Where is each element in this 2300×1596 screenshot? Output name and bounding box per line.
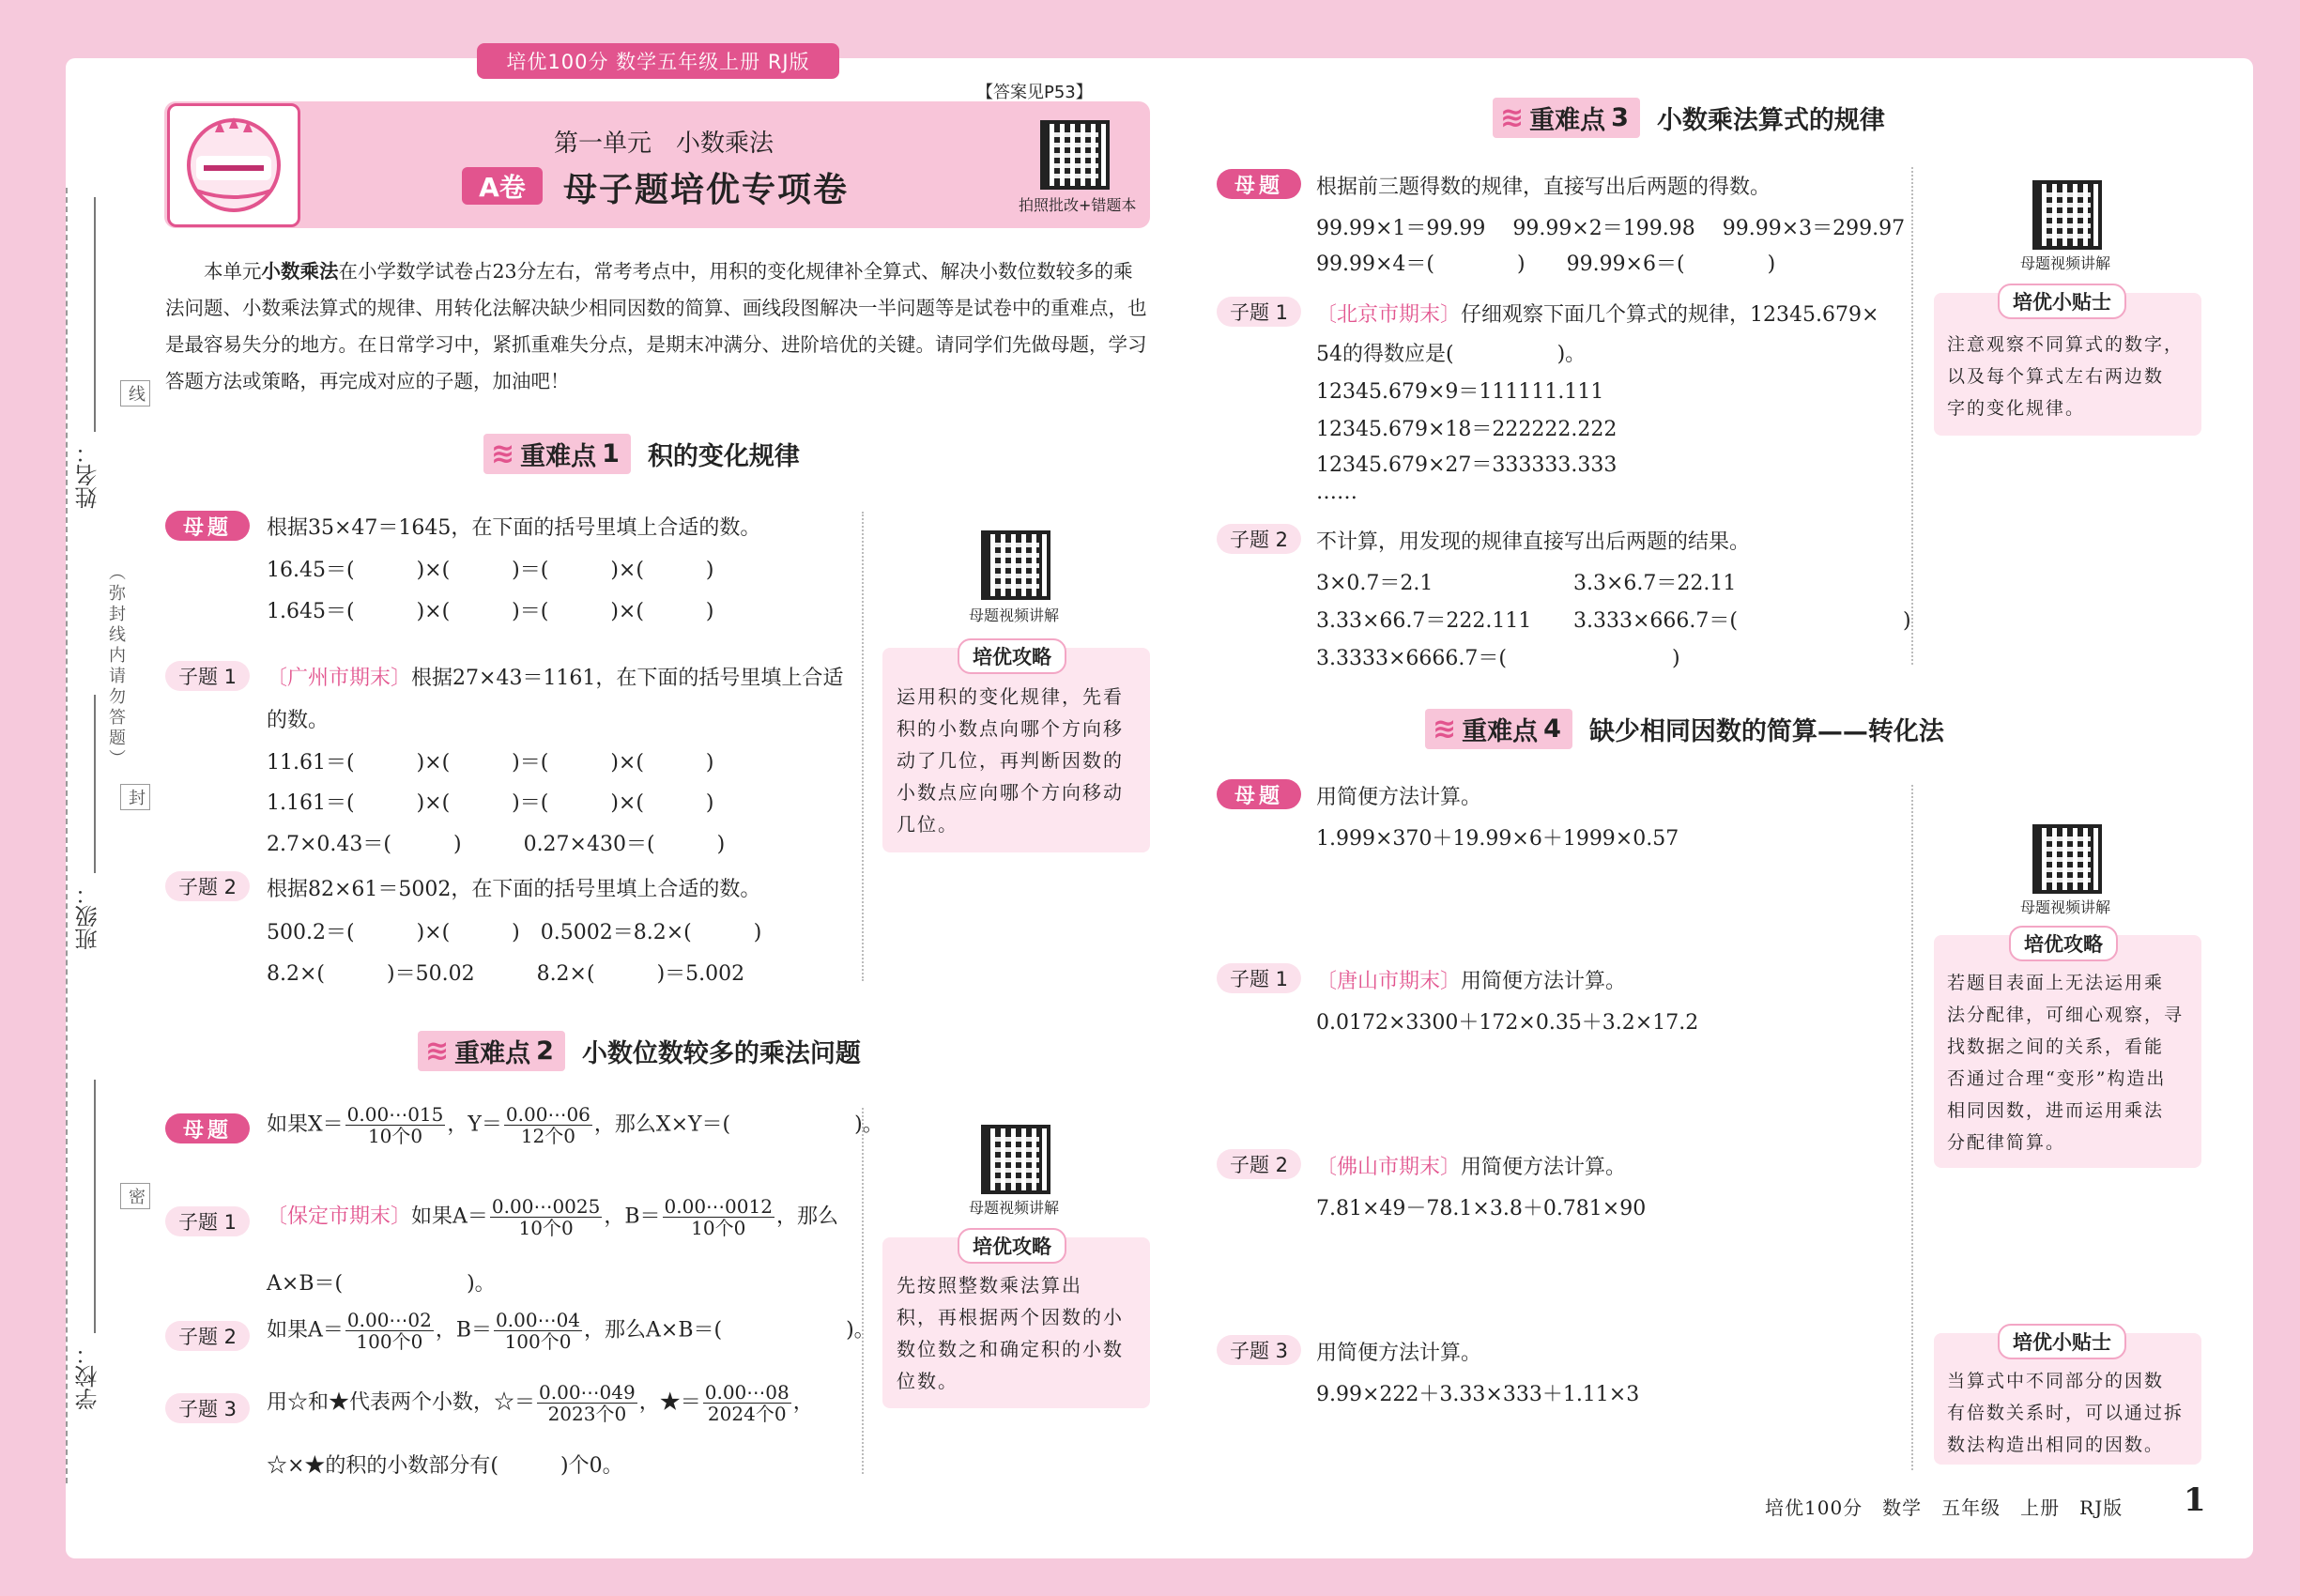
child-badge: 子题 3 <box>1217 1335 1301 1365</box>
tip-text: 若题目表面上无法运用乘 法分配律，可细心观察，寻 找数据之间的关系，看能 否通过合理“变形”构造出 相同因数，进而运用乘法 分配律简算。 <box>1947 973 2185 1153</box>
s4-child1-prompt: 〔唐山市期末〕用简便方法计算。 <box>1316 970 1627 993</box>
s3-child1-line: …… <box>1316 481 1357 504</box>
section-4-title: 缺少相同因数的简算——转化法 <box>1588 717 1944 746</box>
divider <box>1911 785 1913 1470</box>
s2-child2-question[interactable]: 如果A＝ $\frac{0.00\cdots 02}{\text{100个0}}$ ，B＝ $\frac{0.00\cdots 04}{\text{100个0}}$ ，那么A×B＝( )。 <box>267 1309 875 1353</box>
wave-icon: ≋ <box>1500 101 1525 134</box>
s1-child1-prompt: 〔广州市期末〕根据27×43＝1161，在下面的括号里填上合适 <box>267 667 844 690</box>
section-1-header: ≋ 重难点 1 积的变化规律 <box>483 434 800 474</box>
section-2-title: 小数位数较多的乘法问题 <box>581 1039 861 1068</box>
s2-child3-answer[interactable]: ☆×★的积的小数部分有( )个0。 <box>267 1454 623 1478</box>
s4-child3-prompt: 用简便方法计算。 <box>1316 1342 1482 1365</box>
school-underline[interactable] <box>94 1080 96 1333</box>
child-badge: 子题 1 <box>1217 297 1301 327</box>
section-2-header: ≋ 重难点 2 小数位数较多的乘法问题 <box>418 1031 861 1071</box>
line-mark: 线 <box>120 380 150 407</box>
tip-text: 当算式中不同部分的因数 有倍数关系时，可以通过拆 数法构造出相同的因数。 <box>1947 1371 2185 1455</box>
s3-child2-line: 3×0.7＝2.1 <box>1316 572 1434 595</box>
s3-child1-line: 12345.679×27＝333333.333 <box>1316 453 1618 477</box>
wave-icon: ≋ <box>491 437 515 470</box>
class-label: 班级： <box>75 882 101 950</box>
child-badge: 子题 1 <box>165 1206 250 1236</box>
name-underline[interactable] <box>94 197 96 432</box>
s4-mother-prompt: 用简便方法计算。 <box>1316 786 1482 809</box>
qr-code-video[interactable] <box>2032 180 2102 250</box>
qr-code-video[interactable] <box>981 1125 1050 1194</box>
qr-label-video: 母题视频讲解 <box>969 1199 1060 1217</box>
child-badge: 子题 1 <box>165 661 250 691</box>
s4-child2-prompt: 〔佛山市期末〕用简便方法计算。 <box>1316 1156 1627 1179</box>
seal-mark: 封 <box>120 784 150 810</box>
close-mark: 密 <box>120 1183 150 1209</box>
section-1-title: 积的变化规律 <box>647 442 800 471</box>
s1-mother-prompt: 根据35×47＝1645，在下面的括号里填上合适的数。 <box>267 516 761 540</box>
s1-child2-line[interactable]: 8.2×( )＝50.02 8.2×( )＝5.002 <box>267 962 745 986</box>
section-3-header: ≋ 重难点 3 小数乘法算式的规律 <box>1493 98 1885 138</box>
s1-child1-line[interactable]: 11.61＝( )×( )＝( )×( ) <box>267 751 714 775</box>
answer-reference: 【答案见P53】 <box>976 83 1093 102</box>
tip-title: 培优小贴士 <box>1998 1324 2126 1359</box>
page-footer: 培优100分 数学 五年级 上册 RJ版 <box>1765 1496 2124 1519</box>
s1-child2-prompt: 根据82×61＝5002，在下面的括号里填上合适的数。 <box>267 878 761 901</box>
child-badge: 子题 2 <box>1217 524 1301 554</box>
s3-child2-line: 3.33×66.7＝222.111 <box>1316 609 1532 633</box>
tip-title: 培优攻略 <box>958 1228 1066 1264</box>
s3-child2-answer[interactable]: 3.3333×6666.7＝( ) <box>1316 647 1680 670</box>
s3-mother-line[interactable]: 99.99×4＝( ) 99.99×6＝( ) <box>1316 253 1776 276</box>
unit-title: 第一单元 小数乘法 <box>554 130 774 158</box>
volume-title: 母子题培优专项卷 <box>563 171 850 209</box>
tip-text: 先按照整数乘法算出 积，再根据两个因数的小 数位数之和确定积的小数 位数。 <box>897 1274 1124 1392</box>
child-badge: 子题 2 <box>165 1321 250 1351</box>
tip-title: 培优攻略 <box>2009 926 2118 961</box>
s3-child2-answer[interactable]: 3.333×666.7＝( ) <box>1573 609 1911 633</box>
s4-child2-expression: 7.81×49－78.1×3.8＋0.781×90 <box>1316 1197 1647 1220</box>
volume-badge: A卷 <box>462 167 543 205</box>
tip-title: 培优小贴士 <box>1998 284 2126 319</box>
s1-child1-line[interactable]: 1.161＝( )×( )＝( )×( ) <box>267 791 714 815</box>
s4-child3-expression: 9.99×222＋3.33×333＋1.11×3 <box>1316 1383 1640 1406</box>
unit-intro: 本单元小数乘法在小学数学试卷占23分左右，常考考点中，用积的变化规律补全算式、解决小数位数较多的乘法问题、小数乘法算式的规律、用转化法解决缺少相同因数的简算、画线段图解决一半问题等是试卷中的重难点，也是最容易失分的地方。在日常学习中，紧抓重难失分点，是期末冲满分、进阶培优的关键。请同学们先做母题，学习答题方法或策略，再完成对应的子题，加油吧！ <box>165 260 1147 392</box>
mother-badge: 母题 <box>1217 169 1301 199</box>
s1-mother-line[interactable]: 1.645＝( )×( )＝( )×( ) <box>267 600 714 623</box>
tip-title: 培优攻略 <box>958 638 1066 674</box>
s4-mother-expression: 1.999×370＋19.99×6＋1999×0.57 <box>1316 827 1679 851</box>
qr-code-video[interactable] <box>2032 824 2102 894</box>
qr-label-video: 母题视频讲解 <box>969 606 1060 624</box>
qr-label-video: 母题视频讲解 <box>2020 254 2111 272</box>
s2-child1-answer[interactable]: A×B＝( )。 <box>267 1272 496 1296</box>
s3-child1-line: 12345.679×9＝111111.111 <box>1316 380 1604 404</box>
name-label: 姓名： <box>75 441 101 509</box>
wave-icon: ≋ <box>425 1035 450 1067</box>
child-badge: 子题 3 <box>165 1393 250 1423</box>
s3-mother-prompt: 根据前三题得数的规律，直接写出后两题的得数。 <box>1316 176 1771 199</box>
s2-mother-question[interactable]: 如果X＝ $\frac{0.00\cdots 015}{\text{10个0}}$ ，Y＝ $\frac{0.00\cdots 06}{\text{12个0}}$ ，那么X×Y＝( )。 <box>267 1103 883 1147</box>
section-4-header: ≋ 重难点 4 缺少相同因数的简算——转化法 <box>1425 709 1944 749</box>
qr-label-grading: 拍照批改+错题本 <box>1019 196 1137 214</box>
s1-child1-prompt-cont: 的数。 <box>267 709 330 732</box>
divider <box>862 512 864 981</box>
s1-mother-line[interactable]: 16.45＝( )×( )＝( )×( ) <box>267 559 714 582</box>
school-label: 学校： <box>75 1343 101 1410</box>
tip-text: 注意观察不同算式的数字， 以及每个算式左右两边数 字的变化规律。 <box>1947 334 2185 419</box>
s4-child1-expression: 0.0172×3300＋172×0.35＋3.2×17.2 <box>1316 1011 1699 1035</box>
s1-child1-line[interactable]: 2.7×0.43＝( ) 0.27×430＝( ) <box>267 833 726 856</box>
mother-badge: 母题 <box>165 511 250 541</box>
qr-code-grading[interactable] <box>1040 120 1110 190</box>
qr-code-video[interactable] <box>981 530 1050 600</box>
s3-child2-prompt: 不计算，用发现的规律直接写出后两题的结果。 <box>1316 530 1751 554</box>
section-3-title: 小数乘法算式的规律 <box>1656 106 1885 135</box>
child-badge: 子题 1 <box>1217 963 1301 993</box>
s2-child1-question[interactable]: 〔保定市期末〕如果A＝ $\frac{0.00\cdots 0025}{\text{10个0}}$ ，B＝ $\frac{0.00\cdots 0012}{\text{10个0}}$ ，那么 <box>267 1195 838 1239</box>
mother-badge: 母题 <box>165 1113 250 1143</box>
s2-child3-question: 用☆和★代表两个小数，☆＝ $\frac{0.00\cdots 049}{\text{2023个0}}$ ，★＝ $\frac{0.00\cdots 08}{\text{2024个0}}$ ， <box>267 1381 814 1425</box>
tip-text: 运用积的变化规律，先看 积的小数点向哪个方向移 动了几位，再判断因数的 小数点应向哪个方向移动 几位。 <box>897 685 1124 836</box>
s3-child2-line: 3.3×6.7＝22.11 <box>1573 572 1737 595</box>
binding-note: （弥封线内请勿答题） <box>106 563 126 770</box>
page-number: 1 <box>2184 1481 2206 1519</box>
series-tab: 培优100分 数学五年级上册 RJ版 <box>477 43 839 79</box>
s1-child2-line[interactable]: 500.2＝( )×( ) 0.5002＝8.2×( ) <box>267 921 762 944</box>
brand-logo <box>167 103 300 227</box>
child-badge: 子题 2 <box>165 871 250 901</box>
divider <box>862 1108 864 1474</box>
qr-label-video: 母题视频讲解 <box>2020 898 2111 916</box>
child-badge: 子题 2 <box>1217 1149 1301 1179</box>
s3-mother-line: 99.99×1＝99.99 99.99×2＝199.98 99.99×3＝299.97 <box>1316 217 1906 240</box>
class-underline[interactable] <box>94 695 96 873</box>
s3-child1-prompt: 〔北京市期末〕仔细观察下面几个算式的规律，12345.679× <box>1316 303 1879 327</box>
divider <box>1911 167 1913 665</box>
s3-child1-line: 12345.679×18＝222222.222 <box>1316 418 1618 441</box>
binding-dashed-line <box>66 188 68 1483</box>
wave-icon: ≋ <box>1433 713 1457 745</box>
s3-child1-answer[interactable]: 54的得数应是( )。 <box>1316 343 1587 366</box>
mother-badge: 母题 <box>1217 779 1301 809</box>
